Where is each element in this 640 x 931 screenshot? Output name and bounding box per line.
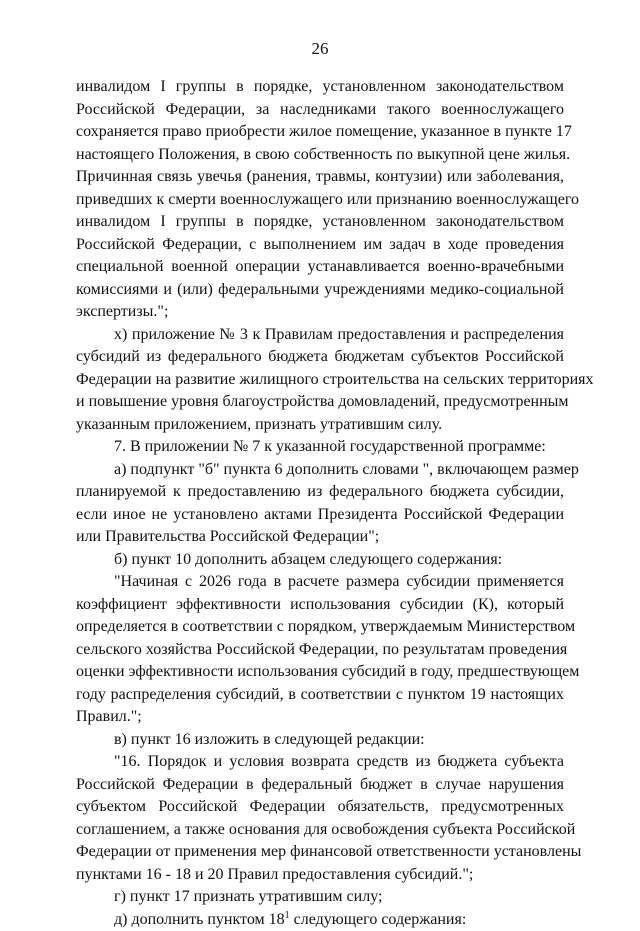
text-fragment: д) дополнить пунктом 18: [114, 911, 285, 928]
text-line: приведших к смерти военнослужащего или признанию военнослужащего: [76, 189, 564, 212]
superscript: 1: [285, 910, 290, 921]
text-line: "Начиная с 2026 года в расчете размера субсидии применяется: [76, 571, 564, 594]
text-line: а) подпункт "б" пункта 6 дополнить словами ", включающем размер: [76, 459, 564, 482]
text-line: 7. В приложении № 7 к указанной государственной программе:: [76, 436, 564, 459]
text-line: пунктами 16 - 18 и 20 Правил предоставления субсидий.";: [76, 864, 564, 887]
text-line: "16. Порядок и условия возврата средств из бюджета субъекта: [76, 751, 564, 774]
text-line: инвалидом I группы в порядке, установленном законодательством: [76, 76, 564, 99]
text-line: субсидий из федерального бюджета бюджетам субъектов Российской: [76, 346, 564, 369]
text-line: комиссиями и (или) федеральными учреждениями медико-социальной: [76, 279, 564, 302]
text-line: или Правительства Российской Федерации";: [76, 526, 564, 549]
text-fragment: следующего содержания:: [290, 911, 467, 928]
text-line: Российской Федерации в федеральный бюджет в случае нарушения: [76, 774, 564, 797]
text-line: и повышение уровня благоустройства домовладений, предусмотренным: [76, 391, 564, 414]
text-line: Причинная связь увечья (ранения, травмы, контузии) или заболевания,: [76, 166, 564, 189]
text-line: настоящего Положения, в свою собственность по выкупной цене жилья.: [76, 144, 564, 167]
text-line: коэффициент эффективности использования субсидии (К), который: [76, 594, 564, 617]
text-line: сохраняется право приобрести жилое помещение, указанное в пункте 17: [76, 121, 564, 144]
text-line: г) пункт 17 признать утратившим силу;: [76, 886, 564, 909]
text-line: если иное не установлено актами Президента Российской Федерации: [76, 504, 564, 527]
text-line: специальной военной операции устанавливается военно-врачебными: [76, 256, 564, 279]
text-line: соглашением, а также основания для освобождения субъекта Российской: [76, 819, 564, 842]
page-number: 26: [0, 38, 640, 60]
body-text: [76, 76, 564, 931]
text-line: в) пункт 16 изложить в следующей редакции:: [76, 729, 564, 752]
text-line: Федерации от применения мер финансовой ответственности установлены: [76, 841, 564, 864]
text-line: оценки эффективности использования субсидий в году, предшествующем: [76, 661, 564, 684]
text-line: указанным приложением, признать утратившим силу.: [76, 414, 564, 437]
text-line: Федерации на развитие жилищного строительства на сельских территориях: [76, 369, 564, 392]
text-line: планируемой к предоставлению из федерального бюджета субсидии,: [76, 481, 564, 504]
text-line: году распределения субсидий, в соответствии с пунктом 19 настоящих: [76, 684, 564, 707]
text-line: определяется в соответствии с порядком, утверждаемым Министерством: [76, 616, 564, 639]
text-line: инвалидом I группы в порядке, установленном законодательством: [76, 211, 564, 234]
text-line: Российской Федерации, с выполнением им задач в ходе проведения: [76, 234, 564, 257]
text-line: Правил.";: [76, 706, 564, 729]
text-line: субъектом Российской Федерации обязательств, предусмотренных: [76, 796, 564, 819]
text-line-last: [76, 909, 564, 931]
text-line: сельского хозяйства Российской Федерации, по результатам проведения: [76, 639, 564, 662]
text-line: Российской Федерации, за наследниками такого военнослужащего: [76, 99, 564, 122]
text-line: экспертизы.";: [76, 301, 564, 324]
text-line: б) пункт 10 дополнить абзацем следующего содержания:: [76, 549, 564, 572]
text-line: х) приложение № 3 к Правилам предоставления и распределения: [76, 324, 564, 347]
